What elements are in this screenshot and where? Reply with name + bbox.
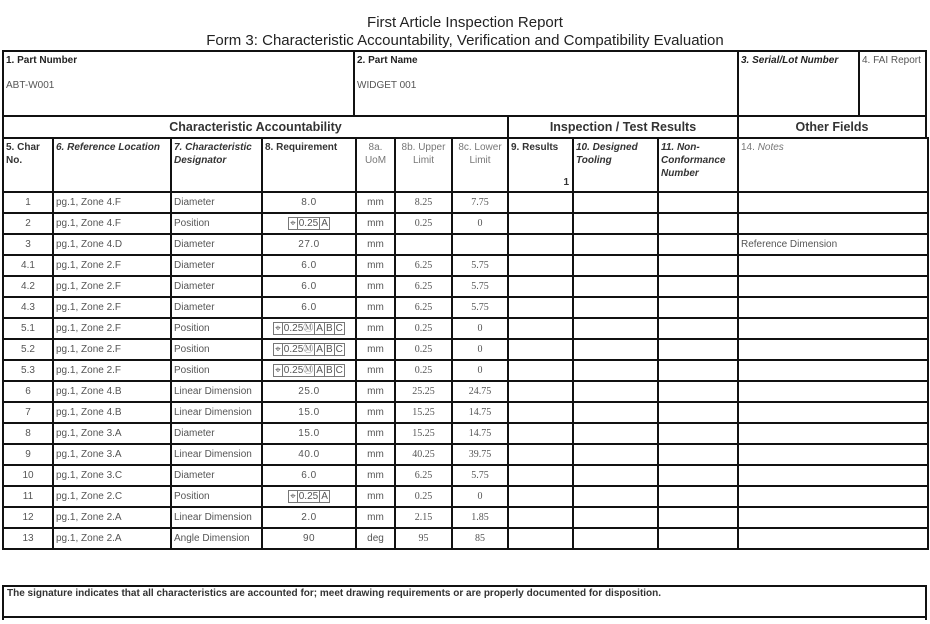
upper-limit-cell: 0.25 xyxy=(395,339,452,360)
uom-cell: mm xyxy=(356,402,395,423)
lower-limit-cell: 0 xyxy=(452,213,508,234)
uom-cell: mm xyxy=(356,465,395,486)
col-char-designator: 7. Characteristic Designator xyxy=(171,138,262,192)
designator-cell: Position xyxy=(171,339,262,360)
ref-location-cell: pg.1, Zone 2.F xyxy=(53,255,171,276)
fcf-compartment: A xyxy=(316,344,323,355)
designator-cell: Diameter xyxy=(171,234,262,255)
upper-limit-cell: 6.25 xyxy=(395,465,452,486)
requirement-cell xyxy=(262,486,356,507)
nonconformance-input-cell[interactable] xyxy=(658,276,738,297)
uom-cell: mm xyxy=(356,360,395,381)
nonconformance-input-cell[interactable] xyxy=(658,318,738,339)
results-input-cell[interactable] xyxy=(508,486,573,507)
nonconformance-input-cell[interactable] xyxy=(658,528,738,549)
lower-limit-cell: 7.75 xyxy=(452,192,508,213)
nonconformance-input-cell[interactable] xyxy=(658,486,738,507)
upper-limit-cell: 15.25 xyxy=(395,402,452,423)
part-number-field[interactable] xyxy=(2,50,355,117)
designator-cell: Angle Dimension xyxy=(171,528,262,549)
col-char-no: 5. Char No. xyxy=(3,138,53,192)
requirement-cell: 2.0 xyxy=(262,507,356,528)
table-row xyxy=(3,234,928,255)
fcf-compartment: 0.25 xyxy=(298,218,319,229)
lower-limit-cell: 14.75 xyxy=(452,402,508,423)
table-row xyxy=(3,465,928,486)
notes-cell[interactable]: Reference Dimension xyxy=(738,234,928,255)
lower-limit-cell: 24.75 xyxy=(452,381,508,402)
designed-tooling-input-cell[interactable] xyxy=(573,528,658,549)
feature-control-frame xyxy=(288,217,330,230)
serial-lot-field[interactable] xyxy=(737,50,860,117)
uom-cell: mm xyxy=(356,444,395,465)
fcf-compartment: C xyxy=(335,365,343,376)
fcf-compartment: B xyxy=(325,365,333,376)
nonconformance-input-cell[interactable] xyxy=(658,339,738,360)
ref-location-cell: pg.1, Zone 2.C xyxy=(53,486,171,507)
requirement-cell xyxy=(262,318,356,339)
table-row xyxy=(3,192,928,213)
col-requirement: 8. Requirement xyxy=(262,138,356,192)
uom-cell: mm xyxy=(356,255,395,276)
uom-cell: mm xyxy=(356,234,395,255)
designed-tooling-input-cell[interactable] xyxy=(573,402,658,423)
uom-cell: mm xyxy=(356,276,395,297)
notes-cell[interactable] xyxy=(738,507,928,528)
lower-limit-cell: 85 xyxy=(452,528,508,549)
char-no-cell: 4.3 xyxy=(3,297,53,318)
position-tolerance-icon: ⌖ xyxy=(275,365,281,376)
table-row xyxy=(3,507,928,528)
designed-tooling-input-cell[interactable] xyxy=(573,255,658,276)
col-upper-limit: 8b. Upper Limit xyxy=(395,138,452,192)
designed-tooling-input-cell[interactable] xyxy=(573,486,658,507)
upper-limit-cell: 6.25 xyxy=(395,297,452,318)
section-inspection-results-label: Inspection / Test Results xyxy=(549,120,697,134)
upper-limit-cell: 6.25 xyxy=(395,276,452,297)
fcf-compartment: 0.25 xyxy=(298,491,319,502)
char-no-cell: 5.1 xyxy=(3,318,53,339)
table-row xyxy=(3,297,928,318)
fcf-compartment: A xyxy=(321,491,328,502)
section-other-fields xyxy=(737,115,927,139)
ref-location-cell: pg.1, Zone 2.F xyxy=(53,339,171,360)
characteristics-table xyxy=(2,137,929,550)
requirement-cell: 15.0 xyxy=(262,423,356,444)
notes-cell[interactable] xyxy=(738,381,928,402)
char-no-cell: 11 xyxy=(3,486,53,507)
upper-limit-cell: 25.25 xyxy=(395,381,452,402)
upper-limit-cell: 0.25 xyxy=(395,360,452,381)
results-input-cell[interactable] xyxy=(508,255,573,276)
results-input-cell[interactable] xyxy=(508,276,573,297)
table-row xyxy=(3,423,928,444)
lower-limit-cell: 5.75 xyxy=(452,255,508,276)
designator-cell: Diameter xyxy=(171,423,262,444)
notes-cell[interactable] xyxy=(738,465,928,486)
char-no-cell: 7 xyxy=(3,402,53,423)
notes-cell[interactable] xyxy=(738,255,928,276)
section-inspection-results xyxy=(507,115,739,139)
char-no-cell: 4.2 xyxy=(3,276,53,297)
fai-report-field[interactable] xyxy=(858,50,927,117)
designed-tooling-input-cell[interactable] xyxy=(573,339,658,360)
part-name-value: WIDGET 001 xyxy=(357,80,417,91)
nonconformance-input-cell[interactable] xyxy=(658,234,738,255)
uom-cell: mm xyxy=(356,297,395,318)
nonconformance-input-cell[interactable] xyxy=(658,213,738,234)
requirement-cell: 90 xyxy=(262,528,356,549)
report-title: First Article Inspection Report xyxy=(367,14,563,31)
fcf-compartment: C xyxy=(335,323,343,334)
nonconformance-input-cell[interactable] xyxy=(658,507,738,528)
uom-cell: mm xyxy=(356,507,395,528)
designator-cell: Diameter xyxy=(171,192,262,213)
table-row xyxy=(3,444,928,465)
ref-location-cell: pg.1, Zone 2.F xyxy=(53,360,171,381)
designator-cell: Position xyxy=(171,360,262,381)
fcf-compartment: A xyxy=(316,365,323,376)
designator-cell: Diameter xyxy=(171,276,262,297)
ref-location-cell: pg.1, Zone 2.F xyxy=(53,318,171,339)
ref-location-cell: pg.1, Zone 4.D xyxy=(53,234,171,255)
table-row xyxy=(3,528,928,549)
lower-limit-cell: 0 xyxy=(452,318,508,339)
upper-limit-cell: 0.25 xyxy=(395,213,452,234)
results-input-cell[interactable] xyxy=(508,423,573,444)
designed-tooling-input-cell[interactable] xyxy=(573,276,658,297)
designator-cell: Diameter xyxy=(171,255,262,276)
designed-tooling-input-cell[interactable] xyxy=(573,465,658,486)
nonconformance-input-cell[interactable] xyxy=(658,360,738,381)
results-marker: 1 xyxy=(563,177,569,188)
fcf-compartment: 0.25Ⓜ xyxy=(283,365,314,376)
section-other-fields-label: Other Fields xyxy=(795,120,869,134)
section-char-accountability xyxy=(2,115,509,139)
nonconformance-input-cell[interactable] xyxy=(658,465,738,486)
section-char-accountability-label: Characteristic Accountability xyxy=(169,120,342,134)
char-no-cell: 4.1 xyxy=(3,255,53,276)
designed-tooling-input-cell[interactable] xyxy=(573,507,658,528)
table-row xyxy=(3,318,928,339)
signature-statement: The signature indicates that all characteristics are accounted for; meet drawing requirements or are properly documented for disposition. xyxy=(2,585,927,620)
lower-limit-cell xyxy=(452,234,508,255)
fcf-compartment: 0.25Ⓜ xyxy=(283,323,314,334)
char-no-cell: 12 xyxy=(3,507,53,528)
uom-cell: mm xyxy=(356,486,395,507)
notes-cell[interactable] xyxy=(738,276,928,297)
ref-location-cell: pg.1, Zone 2.F xyxy=(53,276,171,297)
char-no-cell: 6 xyxy=(3,381,53,402)
ref-location-cell: pg.1, Zone 3.A xyxy=(53,444,171,465)
part-number-label: 1. Part Number xyxy=(6,55,78,66)
lower-limit-cell: 1.85 xyxy=(452,507,508,528)
feature-control-frame xyxy=(273,343,345,356)
table-row xyxy=(3,486,928,507)
designed-tooling-input-cell[interactable] xyxy=(573,213,658,234)
results-input-cell[interactable] xyxy=(508,234,573,255)
nonconformance-input-cell[interactable] xyxy=(658,255,738,276)
uom-cell: mm xyxy=(356,192,395,213)
notes-cell[interactable] xyxy=(738,339,928,360)
requirement-cell: 40.0 xyxy=(262,444,356,465)
nonconformance-input-cell[interactable] xyxy=(658,297,738,318)
designed-tooling-input-cell[interactable] xyxy=(573,318,658,339)
col-notes xyxy=(738,138,928,192)
upper-limit-cell: 95 xyxy=(395,528,452,549)
char-no-cell: 5.2 xyxy=(3,339,53,360)
notes-cell[interactable] xyxy=(738,402,928,423)
upper-limit-cell xyxy=(395,234,452,255)
uom-cell: mm xyxy=(356,381,395,402)
position-tolerance-icon: ⌖ xyxy=(290,491,296,502)
char-no-cell: 2 xyxy=(3,213,53,234)
notes-cell[interactable] xyxy=(738,213,928,234)
notes-cell[interactable] xyxy=(738,486,928,507)
col-results xyxy=(508,138,573,192)
fcf-compartment: A xyxy=(321,218,328,229)
char-no-cell: 3 xyxy=(3,234,53,255)
results-input-cell[interactable] xyxy=(508,297,573,318)
lower-limit-cell: 5.75 xyxy=(452,297,508,318)
ref-location-cell: pg.1, Zone 4.B xyxy=(53,402,171,423)
requirement-cell: 27.0 xyxy=(262,234,356,255)
results-input-cell[interactable] xyxy=(508,381,573,402)
table-row xyxy=(3,402,928,423)
designator-cell: Linear Dimension xyxy=(171,444,262,465)
table-row xyxy=(3,360,928,381)
fcf-compartment: C xyxy=(335,344,343,355)
results-input-cell[interactable] xyxy=(508,213,573,234)
notes-cell[interactable] xyxy=(738,528,928,549)
requirement-cell: 6.0 xyxy=(262,255,356,276)
col-nonconformance: 11. Non-Conformance Number xyxy=(658,138,738,192)
table-row xyxy=(3,255,928,276)
notes-cell[interactable] xyxy=(738,318,928,339)
upper-limit-cell: 0.25 xyxy=(395,486,452,507)
table-row xyxy=(3,213,928,234)
results-input-cell[interactable] xyxy=(508,444,573,465)
feature-control-frame xyxy=(273,364,345,377)
col-notes-number: 14. xyxy=(741,142,755,153)
part-name-field[interactable] xyxy=(353,50,739,117)
designator-cell: Diameter xyxy=(171,297,262,318)
fcf-compartment: 0.25Ⓜ xyxy=(283,344,314,355)
uom-cell: mm xyxy=(356,213,395,234)
notes-cell[interactable] xyxy=(738,444,928,465)
upper-limit-cell: 15.25 xyxy=(395,423,452,444)
serial-lot-label: 3. Serial/Lot Number xyxy=(741,55,839,66)
ref-location-cell: pg.1, Zone 4.F xyxy=(53,192,171,213)
col-notes-label: Notes xyxy=(757,142,784,153)
results-input-cell[interactable] xyxy=(508,528,573,549)
designator-cell: Linear Dimension xyxy=(171,381,262,402)
upper-limit-cell: 6.25 xyxy=(395,255,452,276)
ref-location-cell: pg.1, Zone 3.C xyxy=(53,465,171,486)
feature-control-frame xyxy=(273,322,345,335)
ref-location-cell: pg.1, Zone 2.A xyxy=(53,507,171,528)
lower-limit-cell: 39.75 xyxy=(452,444,508,465)
col-designed-tooling: 10. Designed Tooling xyxy=(573,138,658,192)
designator-cell: Diameter xyxy=(171,465,262,486)
lower-limit-cell: 0 xyxy=(452,339,508,360)
col-uom: 8a. UoM xyxy=(356,138,395,192)
lower-limit-cell: 0 xyxy=(452,360,508,381)
table-row xyxy=(3,381,928,402)
uom-cell: deg xyxy=(356,528,395,549)
requirement-cell: 8.0 xyxy=(262,192,356,213)
designator-cell: Position xyxy=(171,213,262,234)
results-input-cell[interactable] xyxy=(508,360,573,381)
ref-location-cell: pg.1, Zone 2.A xyxy=(53,528,171,549)
notes-cell[interactable] xyxy=(738,297,928,318)
designator-cell: Linear Dimension xyxy=(171,402,262,423)
form-subtitle: Form 3: Characteristic Accountability, Verification and Compatibility Evaluation xyxy=(206,32,724,49)
signature-row xyxy=(2,616,927,624)
results-input-cell[interactable] xyxy=(508,192,573,213)
char-no-cell: 8 xyxy=(3,423,53,444)
fcf-compartment: A xyxy=(316,323,323,334)
requirement-cell xyxy=(262,213,356,234)
col-results-label: 9. Results xyxy=(511,142,559,153)
uom-cell: mm xyxy=(356,423,395,444)
char-no-cell: 5.3 xyxy=(3,360,53,381)
part-name-label: 2. Part Name xyxy=(357,55,418,66)
lower-limit-cell: 0 xyxy=(452,486,508,507)
designed-tooling-input-cell[interactable] xyxy=(573,297,658,318)
upper-limit-cell: 2.15 xyxy=(395,507,452,528)
designator-cell: Position xyxy=(171,486,262,507)
requirement-cell: 6.0 xyxy=(262,276,356,297)
requirement-cell: 6.0 xyxy=(262,465,356,486)
nonconformance-input-cell[interactable] xyxy=(658,381,738,402)
part-number-value: ABT-W001 xyxy=(6,80,55,91)
lower-limit-cell: 5.75 xyxy=(452,465,508,486)
char-no-cell: 9 xyxy=(3,444,53,465)
results-input-cell[interactable] xyxy=(508,339,573,360)
designed-tooling-input-cell[interactable] xyxy=(573,381,658,402)
position-tolerance-icon: ⌖ xyxy=(290,218,296,229)
requirement-cell: 6.0 xyxy=(262,297,356,318)
designator-cell: Position xyxy=(171,318,262,339)
requirement-cell: 25.0 xyxy=(262,381,356,402)
upper-limit-cell: 40.25 xyxy=(395,444,452,465)
notes-cell[interactable] xyxy=(738,192,928,213)
requirement-cell xyxy=(262,339,356,360)
table-row xyxy=(3,339,928,360)
col-lower-limit: 8c. Lower Limit xyxy=(452,138,508,192)
results-input-cell[interactable] xyxy=(508,465,573,486)
requirement-cell xyxy=(262,360,356,381)
notes-cell[interactable] xyxy=(738,423,928,444)
results-input-cell[interactable] xyxy=(508,402,573,423)
feature-control-frame xyxy=(288,490,330,503)
designed-tooling-input-cell[interactable] xyxy=(573,234,658,255)
results-input-cell[interactable] xyxy=(508,507,573,528)
char-no-cell: 1 xyxy=(3,192,53,213)
lower-limit-cell: 14.75 xyxy=(452,423,508,444)
designed-tooling-input-cell[interactable] xyxy=(573,444,658,465)
ref-location-cell: pg.1, Zone 3.A xyxy=(53,423,171,444)
designed-tooling-input-cell[interactable] xyxy=(573,192,658,213)
designator-cell: Linear Dimension xyxy=(171,507,262,528)
upper-limit-cell: 8.25 xyxy=(395,192,452,213)
nonconformance-input-cell[interactable] xyxy=(658,192,738,213)
nonconformance-input-cell[interactable] xyxy=(658,423,738,444)
char-no-cell: 10 xyxy=(3,465,53,486)
col-ref-location: 6. Reference Location xyxy=(53,138,171,192)
designed-tooling-input-cell[interactable] xyxy=(573,360,658,381)
column-header-row xyxy=(3,138,928,192)
ref-location-cell: pg.1, Zone 4.F xyxy=(53,213,171,234)
ref-location-cell: pg.1, Zone 2.F xyxy=(53,297,171,318)
ref-location-cell: pg.1, Zone 4.B xyxy=(53,381,171,402)
notes-cell[interactable] xyxy=(738,360,928,381)
results-input-cell[interactable] xyxy=(508,318,573,339)
table-row xyxy=(3,276,928,297)
position-tolerance-icon: ⌖ xyxy=(275,323,281,334)
uom-cell: mm xyxy=(356,339,395,360)
lower-limit-cell: 5.75 xyxy=(452,276,508,297)
requirement-cell: 15.0 xyxy=(262,402,356,423)
uom-cell: mm xyxy=(356,318,395,339)
fcf-compartment: B xyxy=(325,323,333,334)
upper-limit-cell: 0.25 xyxy=(395,318,452,339)
fai-report-label: 4. FAI Report xyxy=(862,55,921,66)
nonconformance-input-cell[interactable] xyxy=(658,402,738,423)
position-tolerance-icon: ⌖ xyxy=(275,344,281,355)
nonconformance-input-cell[interactable] xyxy=(658,444,738,465)
char-no-cell: 13 xyxy=(3,528,53,549)
fcf-compartment: B xyxy=(325,344,333,355)
designed-tooling-input-cell[interactable] xyxy=(573,423,658,444)
